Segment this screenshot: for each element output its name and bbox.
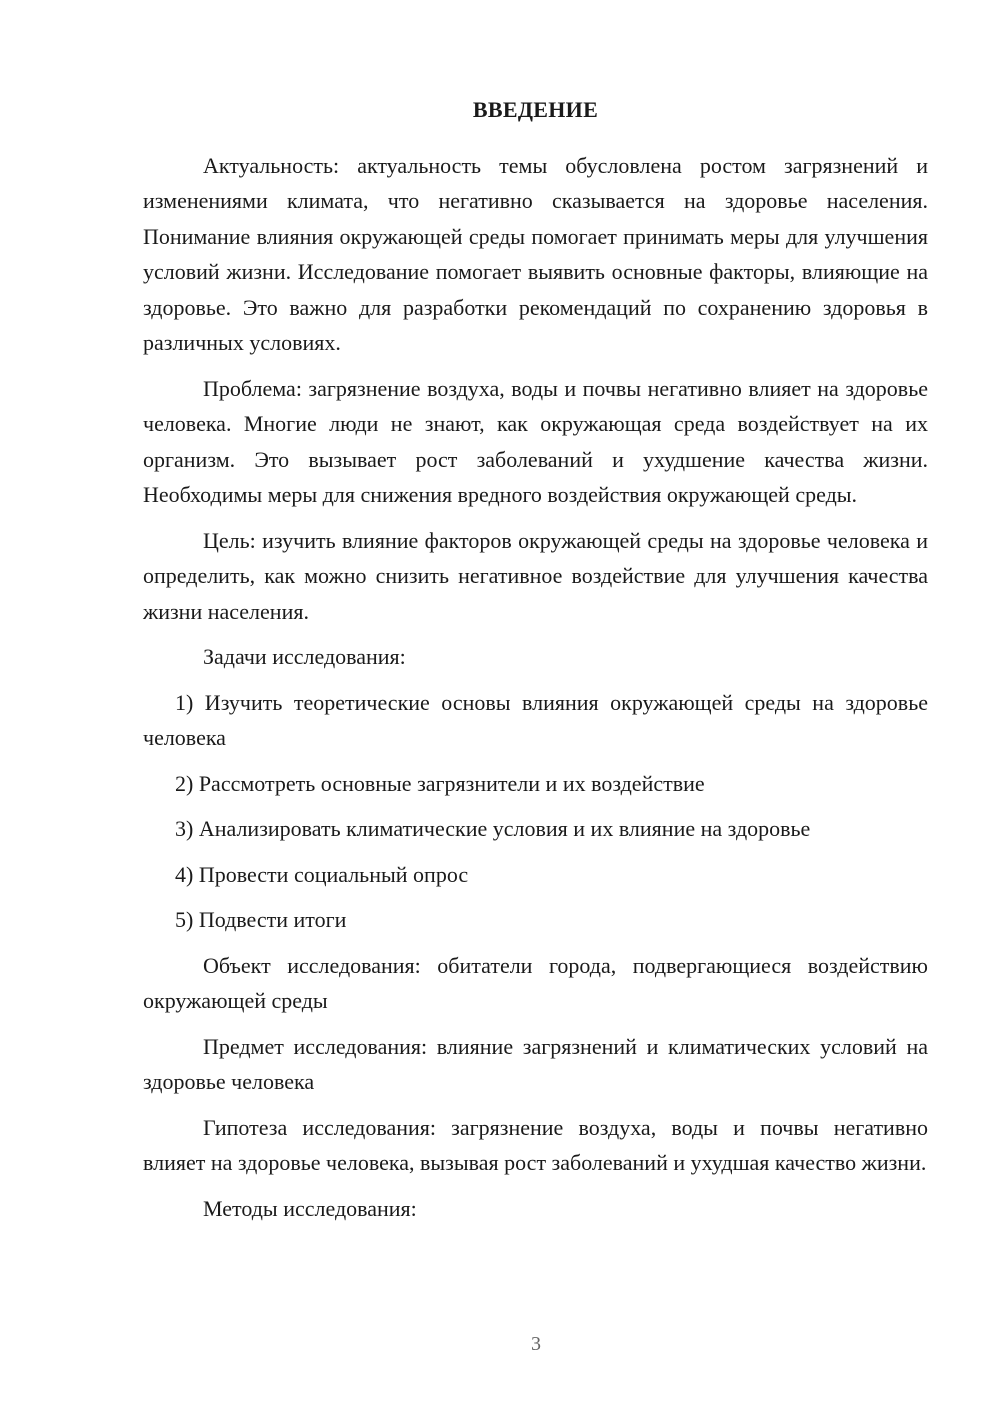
paragraph-problem: Проблема: загрязнение воздуха, воды и почвы негативно влияет на здоровье человека. Многие люди не знают, как окружающая среда воздействует на их организм. Это вызывает рост заболеваний и ухудшение качества жизни. Необходимы меры для снижения вредного воздействия окружающей среды. (143, 375, 928, 507)
document-body (143, 92, 928, 1236)
list-item: 5) Подвести итоги (175, 907, 347, 932)
paragraph-goal: Цель: изучить влияние факторов окружающей среды на здоровье человека и определить, как можно снизить негативное воздействие для улучшения качества жизни населения. (143, 527, 928, 624)
page-number: 3 (531, 1333, 541, 1355)
tasks-heading: Задачи исследования: (203, 644, 406, 669)
paragraph-hypothesis: Гипотеза исследования: загрязнение воздуха, воды и почвы негативно влияет на здоровье человека, вызывая рост заболеваний и ухудшая качество жизни. (143, 1114, 928, 1175)
tasks-list (143, 685, 928, 938)
methods-heading: Методы исследования: (203, 1195, 417, 1221)
list-item: 4) Провести социальный опрос (175, 861, 469, 887)
page-title: ВВЕДЕНИЕ (472, 97, 599, 122)
paragraph-object: Объект исследования: обитатели города, подвергающиеся воздействию окружающей среды (143, 952, 928, 1013)
list-item: 3) Анализировать климатические условия и их влияние на здоровье (175, 816, 811, 841)
list-item: 1) Изучить теоретические основы влияния окружающей среды на здоровье человека (143, 689, 928, 750)
paragraph-relevance: Актуальность: актуальность темы обусловлена ростом загрязнений и изменениями климата, что негативно сказывается на здоровье населения. Понимание влияния окружающей среды помогает принимать меры для улучшения условий жизни. Исследование помогает выявить основные факторы, влияющие на здоровье. Это важно для разработки рекомендаций по сохранению здоровья в различных условиях. (143, 152, 928, 355)
list-item: 2) Рассмотреть основные загрязнители и их воздействие (175, 770, 705, 796)
paragraph-subject: Предмет исследования: влияние загрязнений и климатических условий на здоровье человека (143, 1033, 928, 1094)
